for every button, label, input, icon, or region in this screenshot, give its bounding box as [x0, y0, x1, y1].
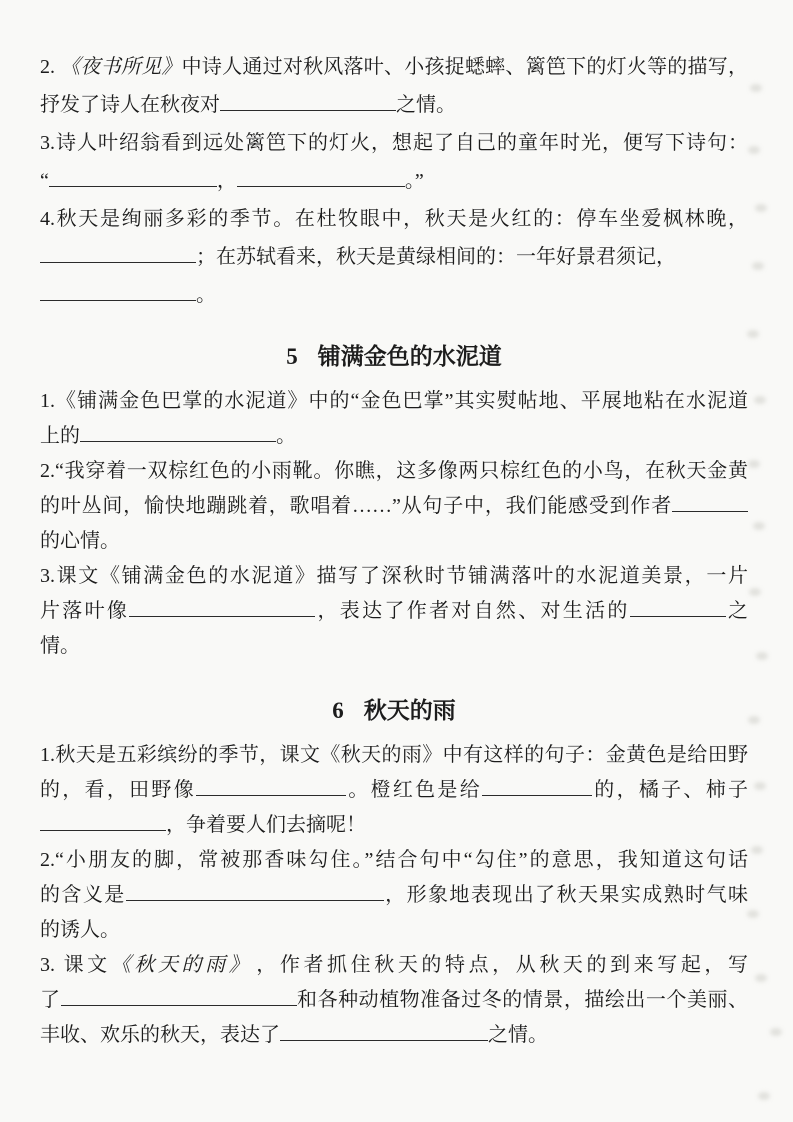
s5-q3-line-2-text: 片落叶像 — [40, 600, 130, 622]
s6-q3-line-2 — [40, 983, 748, 1018]
q4-line-1-text: 4.秋天是绚丽多彩的季节。在杜牧眼中，秋天是火红的：停车坐爱枫林晚， — [40, 208, 748, 230]
s5-q3-line-1-text: 3.课文《铺满金色的水泥道》描写了深秋时节铺满落叶的水泥道美景，一片 — [40, 565, 748, 587]
q2-number: 2. — [40, 56, 55, 78]
s6-q3-line-3 — [40, 1018, 748, 1053]
scan-artifact — [749, 588, 761, 596]
s6-q3-line-2-text: 了 — [40, 989, 61, 1011]
s5-q3-line-3 — [40, 629, 748, 664]
s6-q1-line-2-text: 的，看，田野像 — [40, 779, 196, 801]
section-6-title: 秋天的雨 — [363, 698, 456, 723]
answer-blank — [630, 598, 726, 617]
s5-q3-line-2 — [40, 594, 748, 629]
section-5-block — [40, 384, 748, 664]
answer-blank — [672, 493, 748, 512]
section-5-header — [40, 338, 748, 376]
answer-blank — [61, 987, 297, 1006]
answer-blank — [129, 598, 315, 617]
answer-blank — [482, 777, 592, 796]
scan-artifact — [758, 1092, 770, 1100]
book-title-yeshusuojian: 《夜书所见》 — [60, 56, 182, 78]
q4-line-3-text: 。 — [196, 284, 216, 306]
q2-line-1-text: 中诗人通过对秋风落叶、小孩捉蟋蟀、篱笆下的灯火等的描写， — [181, 56, 749, 78]
scan-artifact — [750, 84, 762, 92]
q3-open-quote: “ — [40, 170, 49, 192]
s5-q2-line-1-text: 2.“我穿着一双棕红色的小雨靴。你瞧，这多像两只棕红色的小鸟，在秋天金黄 — [40, 460, 748, 482]
s5-q2-line-3-text: 的心情。 — [40, 530, 120, 552]
s6-q1-line-2 — [40, 773, 748, 808]
answer-blank — [49, 168, 217, 187]
answer-blank — [220, 92, 396, 111]
answer-blank — [40, 282, 196, 301]
s5-q2-line-2 — [40, 489, 748, 524]
answer-blank — [237, 168, 405, 187]
answer-blank — [126, 882, 384, 901]
s5-q1-line-2-tail: 。 — [276, 425, 296, 447]
q3-comma: ， — [216, 170, 237, 192]
q2-line-2-tail: 之情。 — [396, 94, 456, 116]
scan-artifact — [752, 262, 764, 270]
scan-artifact — [756, 652, 768, 660]
s6-q3-line-1-text: ，作者抓住秋天的特点，从秋天的到来写起，写 — [256, 954, 749, 976]
s6-q1-line-3 — [40, 808, 748, 843]
s6-q1-line-2-mid: 。橙红色是给 — [346, 779, 482, 801]
s6-q2-line-2 — [40, 878, 748, 913]
s6-q3-line-3-text: 丰收、欢乐的秋天，表达了 — [40, 1024, 280, 1046]
scan-artifact — [755, 204, 767, 212]
scan-artifact — [754, 782, 766, 790]
q2-line-2-text: 抒发了诗人在秋夜对 — [40, 94, 220, 116]
intro-block — [40, 48, 748, 314]
q2-line-1 — [40, 48, 748, 86]
s6-q2-line-2-text: 的含义是 — [40, 884, 126, 906]
s6-q3-line-3-tail: 之情。 — [488, 1024, 548, 1046]
answer-blank — [40, 812, 166, 831]
section-6-block — [40, 738, 748, 1053]
s6-q2-line-2-tail: ，形象地表现出了秋天果实成熟时气味 — [383, 884, 749, 906]
section-6-number: 6 — [332, 698, 344, 723]
q3-close-quote: 。” — [404, 170, 424, 192]
s5-q1-line-1 — [40, 384, 748, 419]
answer-blank — [280, 1022, 488, 1041]
s6-q3-line-2-tail: 和各种动植物准备过冬的情景，描绘出一个美丽、 — [296, 989, 749, 1011]
s6-q1-line-2-tail: 的，橘子、柿子 — [592, 779, 749, 801]
scan-artifact — [751, 846, 763, 854]
s5-q3-line-2-tail: 之 — [725, 600, 749, 622]
q4-line-3 — [40, 276, 748, 314]
q4-line-2 — [40, 238, 748, 276]
s6-q3-kewen: 课文 — [60, 954, 111, 976]
s6-q3-line-1 — [40, 948, 748, 983]
s6-q2-line-1-text: 2.“小朋友的脚，常被那香味勾住。”结合句中“勾住”的意思，我知道这句话 — [40, 849, 748, 871]
s5-q1-line-2 — [40, 419, 748, 454]
scan-artifact — [753, 522, 765, 530]
scan-artifact — [754, 396, 766, 404]
q3-line-2 — [40, 162, 748, 200]
s6-q1-line-3-text: ，争着要人们去摘呢！ — [166, 814, 366, 836]
q3-line-1-text: 3.诗人叶绍翁看到远处篱笆下的灯火，想起了自己的童年时光，便写下诗句： — [40, 132, 748, 154]
scan-artifact — [747, 910, 759, 918]
s5-q2-line-3 — [40, 524, 748, 559]
s6-q1-line-1 — [40, 738, 748, 773]
s5-q3-line-2-mid: ，表达了作者对自然、对生活的 — [315, 600, 630, 622]
section-5-title: 铺满金色的水泥道 — [317, 344, 502, 369]
s6-q2-line-1 — [40, 843, 748, 878]
s5-q3-line-3-text: 情。 — [40, 635, 80, 657]
s6-q1-line-1-text: 1.秋天是五彩缤纷的季节，课文《秋天的雨》中有这样的句子：金黄色是给田野 — [40, 744, 748, 766]
s5-q2-line-1 — [40, 454, 748, 489]
s5-q3-line-1 — [40, 559, 748, 594]
s6-q2-line-3-text: 的诱人。 — [40, 919, 120, 941]
q2-line-2 — [40, 86, 748, 124]
q4-line-2-text: ；在苏轼看来，秋天是黄绿相间的：一年好景君须记， — [196, 246, 676, 268]
scan-artifact — [748, 716, 760, 724]
q4-line-1 — [40, 200, 748, 238]
s5-q1-line-1-text: 1.《铺满金色巴掌的水泥道》中的“金色巴掌”其实熨帖地、平展地粘在水泥道 — [40, 390, 748, 412]
scan-artifact — [748, 460, 760, 468]
book-title-qiutiandeyu: 《秋天的雨》 — [110, 954, 243, 976]
answer-blank — [196, 777, 346, 796]
s5-q2-line-2-text: 的叶丛间，愉快地蹦跳着，歌唱着……”从句子中，我们能感受到作者 — [40, 495, 672, 517]
scan-artifact — [748, 146, 760, 154]
s6-q2-line-3 — [40, 913, 748, 948]
scan-artifact — [747, 330, 759, 338]
section-5-number: 5 — [286, 344, 298, 369]
scan-artifact — [770, 1028, 782, 1036]
section-6-header — [40, 692, 748, 730]
answer-blank — [40, 244, 196, 263]
scan-artifact — [755, 974, 767, 982]
s5-q1-line-2-text: 上的 — [40, 425, 80, 447]
s6-q3-number: 3. — [40, 954, 55, 976]
answer-blank — [80, 423, 276, 442]
q3-line-1 — [40, 124, 748, 162]
